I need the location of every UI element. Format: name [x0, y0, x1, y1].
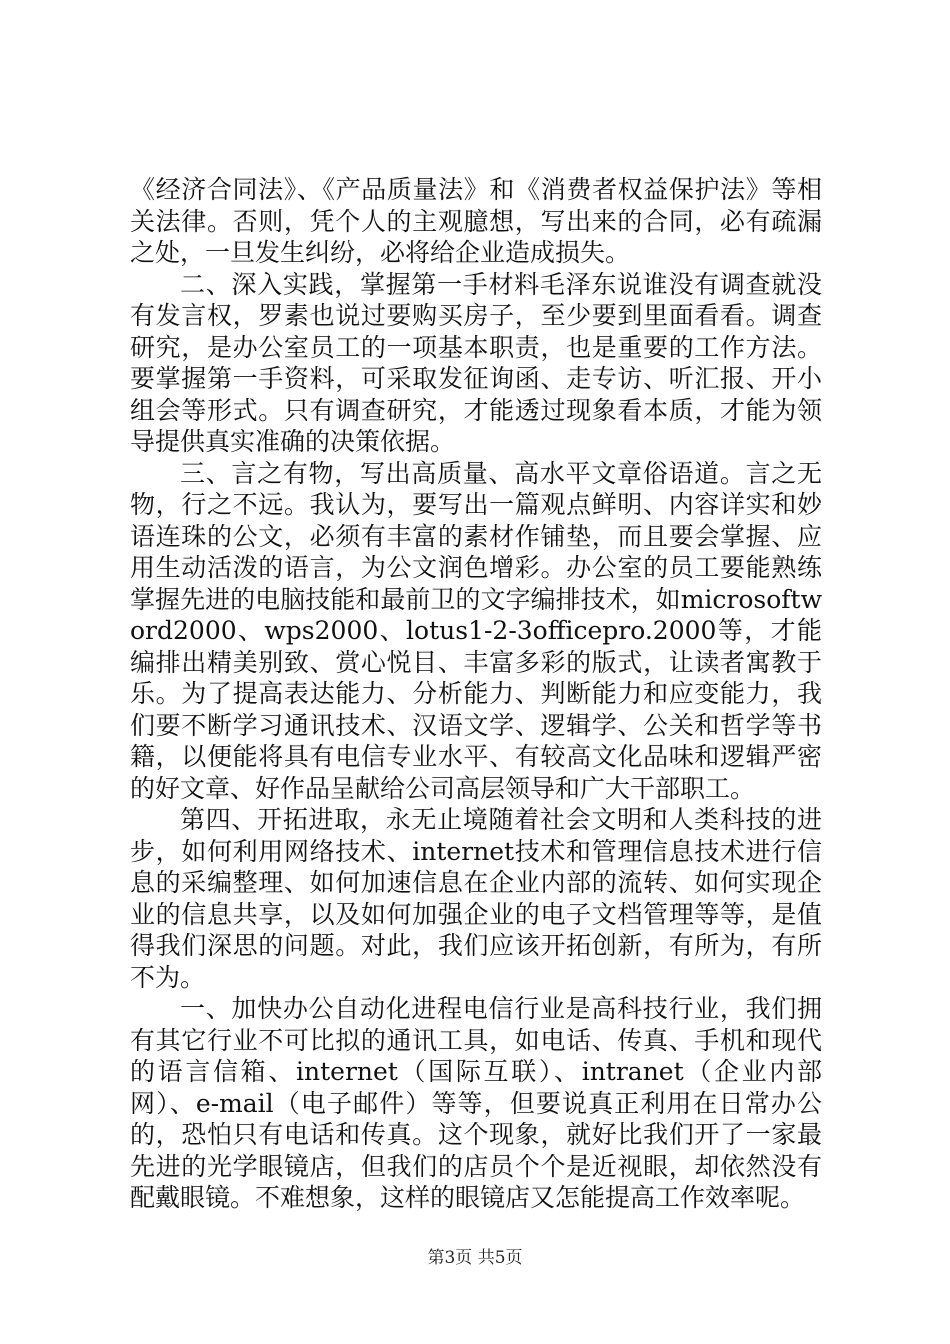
page-footer: 第3页 共5页: [427, 1248, 523, 1268]
paragraph-3: 三、言之有物，写出高质量、高水平文章俗语道。言之无物，行之不远。我认为，要写出一篇观点鲜明、内容详实和妙语连珠的公文，必须有丰富的素材作铺垫，而且要会掌握、应用生动活泼的语言，为公文润色增彩。办公室的员工要能熟练掌握先进的电脑技能和最前卫的文字编排技术，如microsoftword2000、wps2000、lotus1-2-3officepro.2000等，才能编排出精美别致、赏心悦目、丰富多彩的版式，让读者寓教于乐。为了提高表达能力、分析能力、判断能力和应变能力，我们要不断学习通讯技术、汉语文学、逻辑学、公关和哲学等书籍，以便能将具有电信专业水平、有较高文化品味和逻辑严密的好文章、好作品呈献给公司高层领导和广大干部职工。: [130, 458, 822, 803]
paragraph-4: 第四、开拓进取，永无止境随着社会文明和人类科技的进步，如何利用网络技术、internet技术和管理信息技术进行信息的采编整理、如何加速信息在企业内部的流转、如何实现企业的信息共享，以及如何加强企业的电子文档管理等等，是值得我们深思的问题。对此，我们应该开拓创新，有所为，有所不为。: [130, 805, 822, 992]
paragraph-5: 一、加快办公自动化进程电信行业是高科技行业，我们拥有其它行业不可比拟的通讯工具，如电话、传真、手机和现代的语言信箱、internet（国际互联）、intranet（企业内部网）、e-mail（电子邮件）等等，但要说真正利用在日常办公的，恐怕只有电话和传真。这个现象，就好比我们开了一家最先进的光学眼镜店，但我们的店员个个是近视眼，却依然没有配戴眼镜。不难想象，这样的眼镜店又怎能提高工作效率呢。: [130, 994, 822, 1212]
document-body: [130, 174, 822, 1214]
paragraph-1: 《经济合同法》、《产品质量法》和《消费者权益保护法》等相关法律。否则，凭个人的主观臆想，写出来的合同，必有疏漏之处，一旦发生纠纷，必将给企业造成损失。: [130, 175, 822, 267]
paragraph-2: 二、深入实践，掌握第一手材料毛泽东说谁没有调查就没有发言权，罗素也说过要购买房子，至少要到里面看看。调查研究，是办公室员工的一项基本职责，也是重要的工作方法。要掌握第一手资料，可采取发征询函、走专访、听汇报、开小组会等形式。只有调查研究，才能透过现象看本质，才能为领导提供真实准确的决策依据。: [130, 269, 822, 456]
